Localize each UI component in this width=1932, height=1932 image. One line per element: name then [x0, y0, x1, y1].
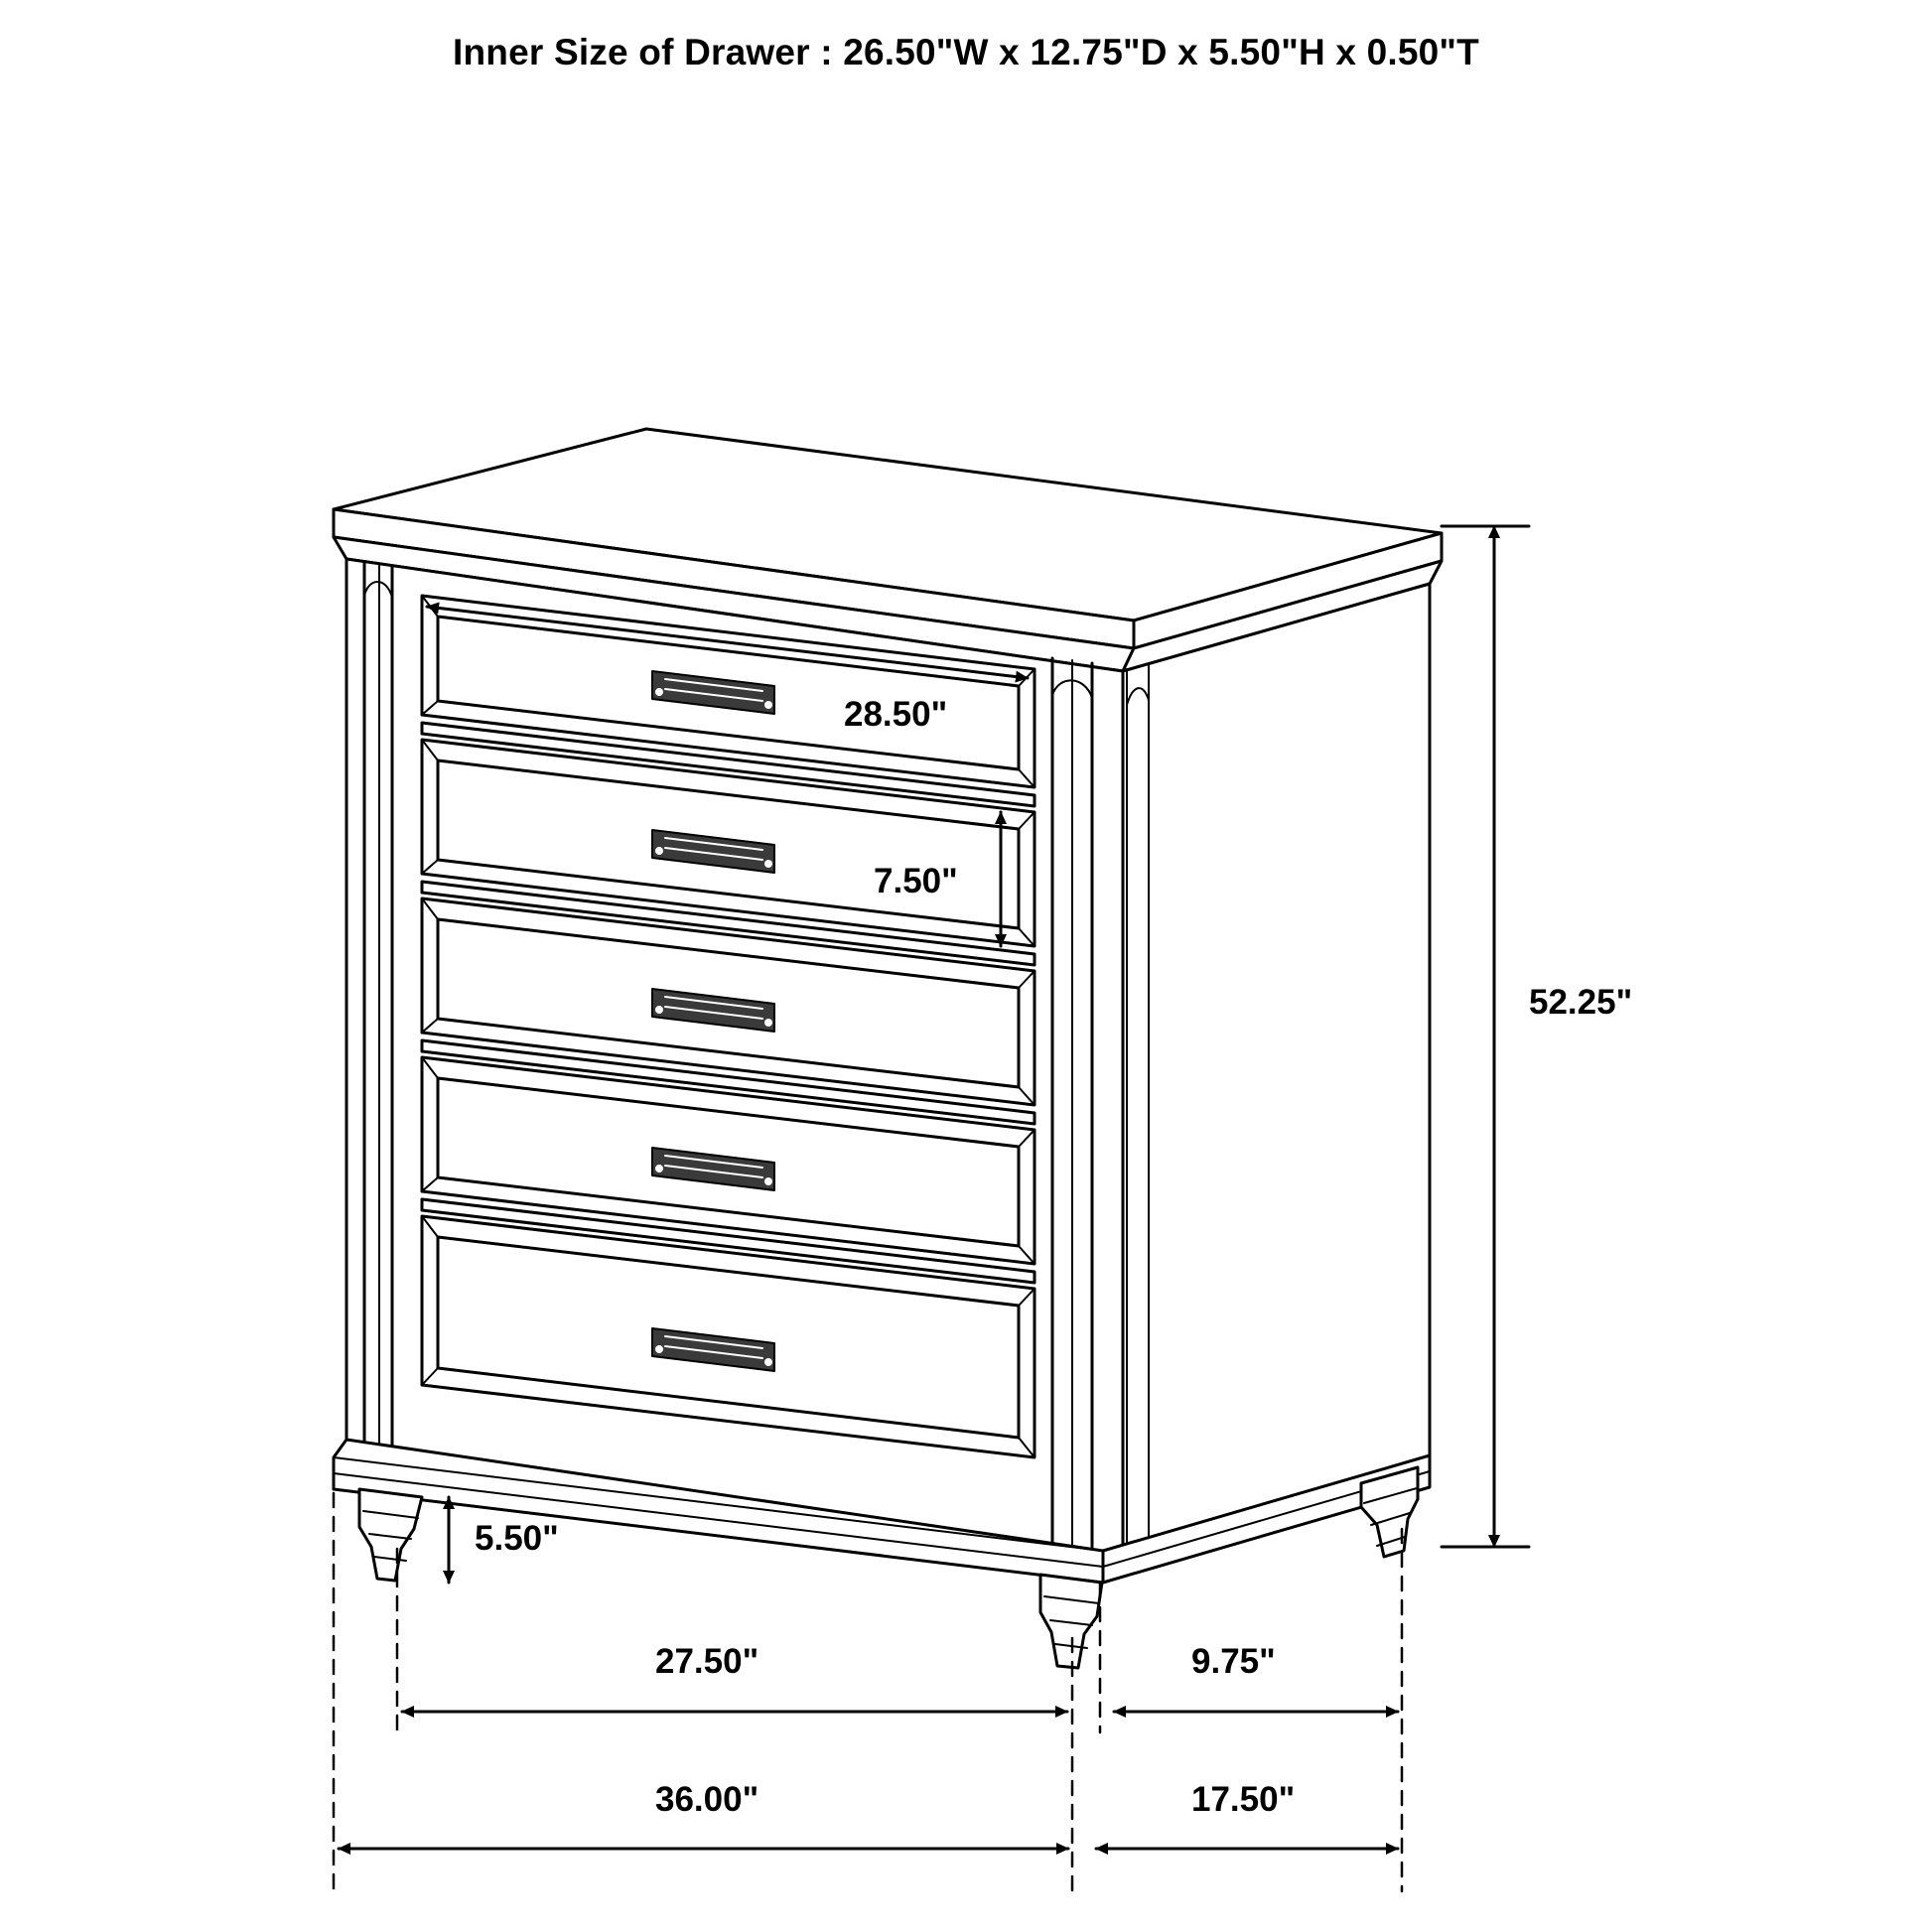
dimension-label-leg-height: 5.50" [475, 1519, 559, 1558]
dimension-label-side-depth: 9.75" [1191, 1642, 1276, 1681]
dimension-label-drawer-front-height: 7.50" [874, 862, 958, 900]
dimension-label-total-height: 52.25" [1529, 983, 1633, 1022]
dimension-label-drawer-width: 28.50" [844, 695, 948, 734]
dimension-label-overall-depth: 17.50" [1191, 1780, 1296, 1819]
page-title: Inner Size of Drawer : 26.50"W x 12.75"D x 5.50"H x 0.50"T [453, 32, 1479, 72]
dimension-label-overall-width: 36.00" [655, 1780, 759, 1819]
dimension-label-case-width: 27.50" [655, 1642, 759, 1681]
